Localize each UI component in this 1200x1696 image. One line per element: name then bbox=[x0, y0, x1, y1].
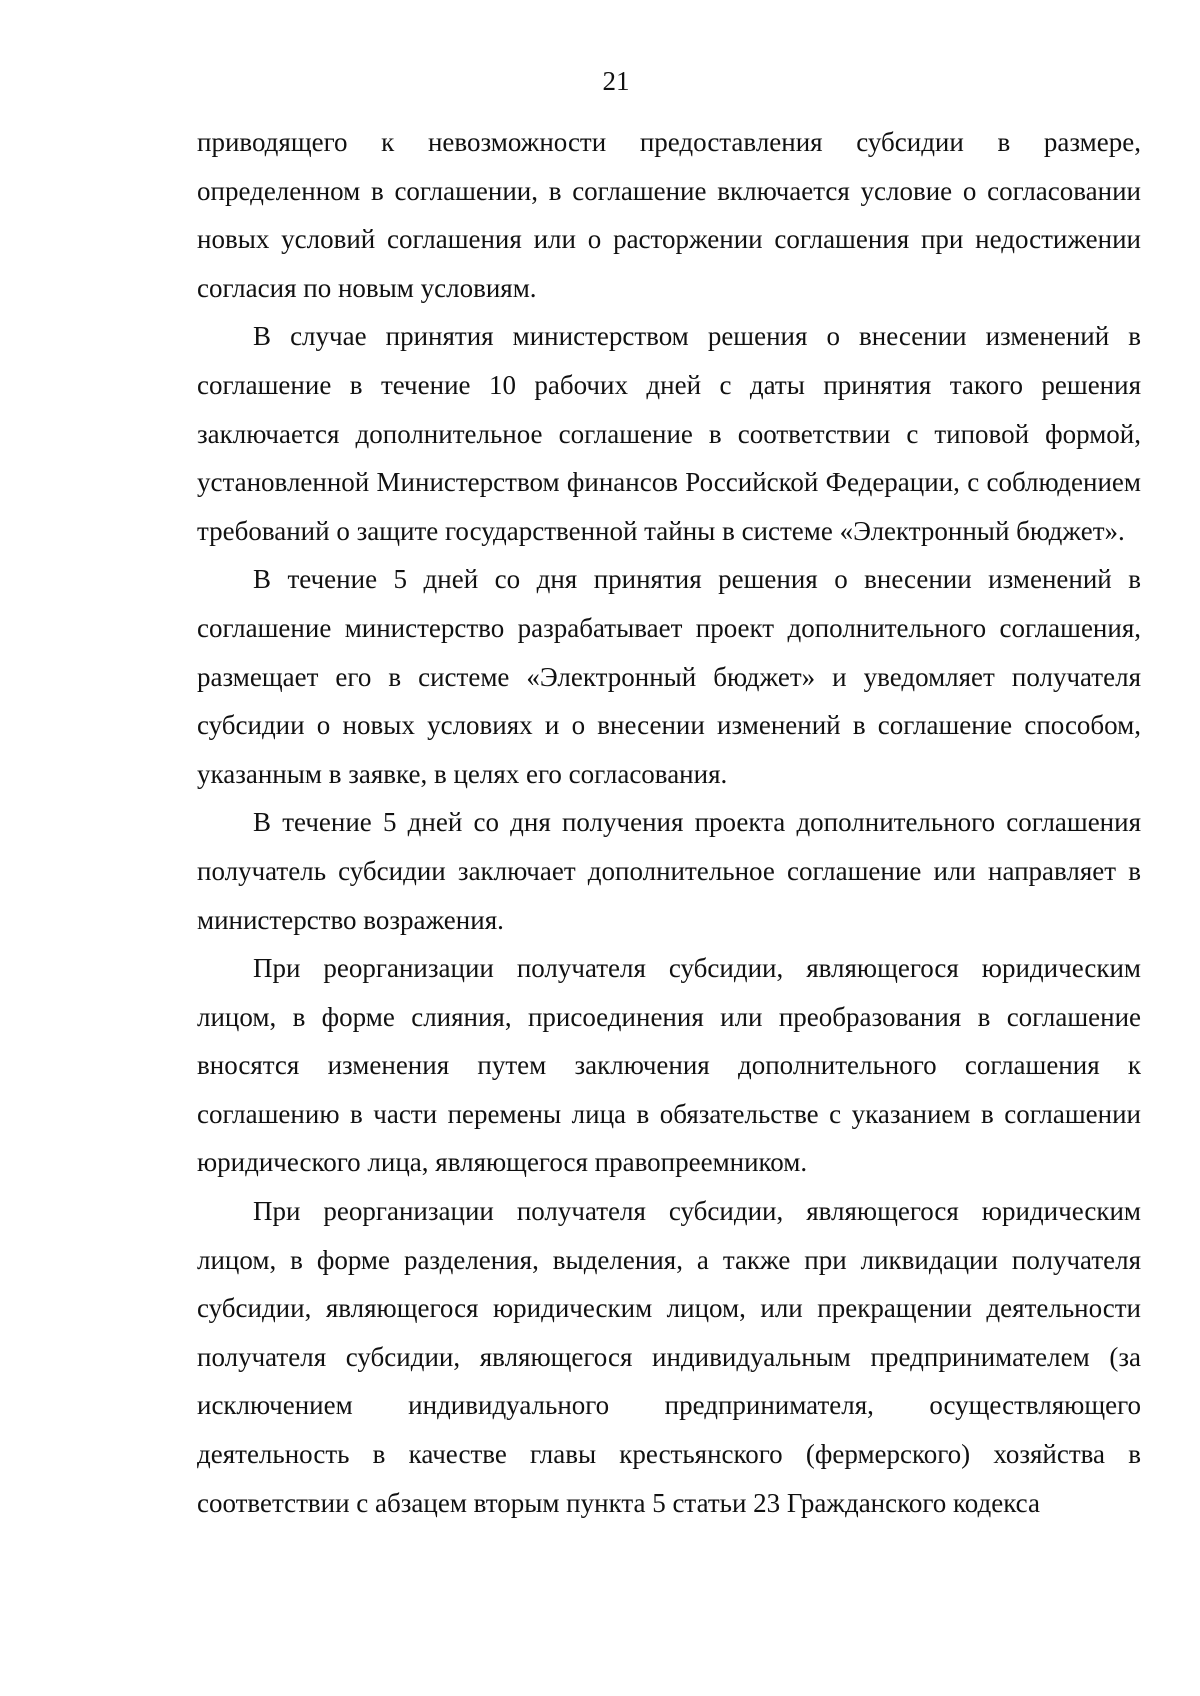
document-body bbox=[197, 118, 1141, 1527]
paragraph-continuation: приводящего к невозможности предоставления субсидии в размере, определенном в соглашении, в соглашение включается условие о согласовании новых условий соглашения или о расторжении соглашения при недостижении согласия по новым условиям. bbox=[197, 127, 1141, 303]
page-number: 21 bbox=[602, 66, 630, 96]
paragraph-reorganization-merger: При реорганизации получателя субсидии, являющегося юридическим лицом, в форме слияния, присоединения или преобразования в соглашение вносятся изменения путем заключения дополнительного соглашения к соглашению в части перемены лица в обязательстве с указанием в соглашении юридического лица, являющегося правопреемником. bbox=[197, 953, 1141, 1178]
paragraph-reorganization-division: При реорганизации получателя субсидии, являющегося юридическим лицом, в форме разделения, выделения, а также при ликвидации получателя субсидии, являющегося юридическим лицом, или прекращении деятельности получателя субсидии, являющегося индивидуальным предпринимателем (за исключением индивидуального предпринимателя, осуществляющего деятельность в качестве главы крестьянского (фермерского) хозяйства в соответствии с абзацем вторым пункта 5 статьи 23 Гражданского кодекса bbox=[197, 1196, 1141, 1518]
paragraph-amendment-decision: В случае принятия министерством решения о внесении изменений в соглашение в течение 10 рабочих дней с даты принятия такого решения заключается дополнительное соглашение в соответствии с типовой формой, установленной Министерством финансов Российской Федерации, с соблюдением требований о защите государственной тайны в системе «Электронный бюджет». bbox=[197, 321, 1141, 546]
paragraph-recipient-response: В течение 5 дней со дня получения проекта дополнительного соглашения получатель субсидии заключает дополнительное соглашение или направляет в министерство возражения. bbox=[197, 807, 1141, 935]
paragraph-draft-preparation: В течение 5 дней со дня принятия решения о внесении изменений в соглашение министерство разрабатывает проект дополнительного соглашения, размещает его в системе «Электронный бюджет» и уведомляет получателя субсидии о новых условиях и о внесении изменений в соглашение способом, указанным в заявке, в целях его согласования. bbox=[197, 564, 1141, 789]
